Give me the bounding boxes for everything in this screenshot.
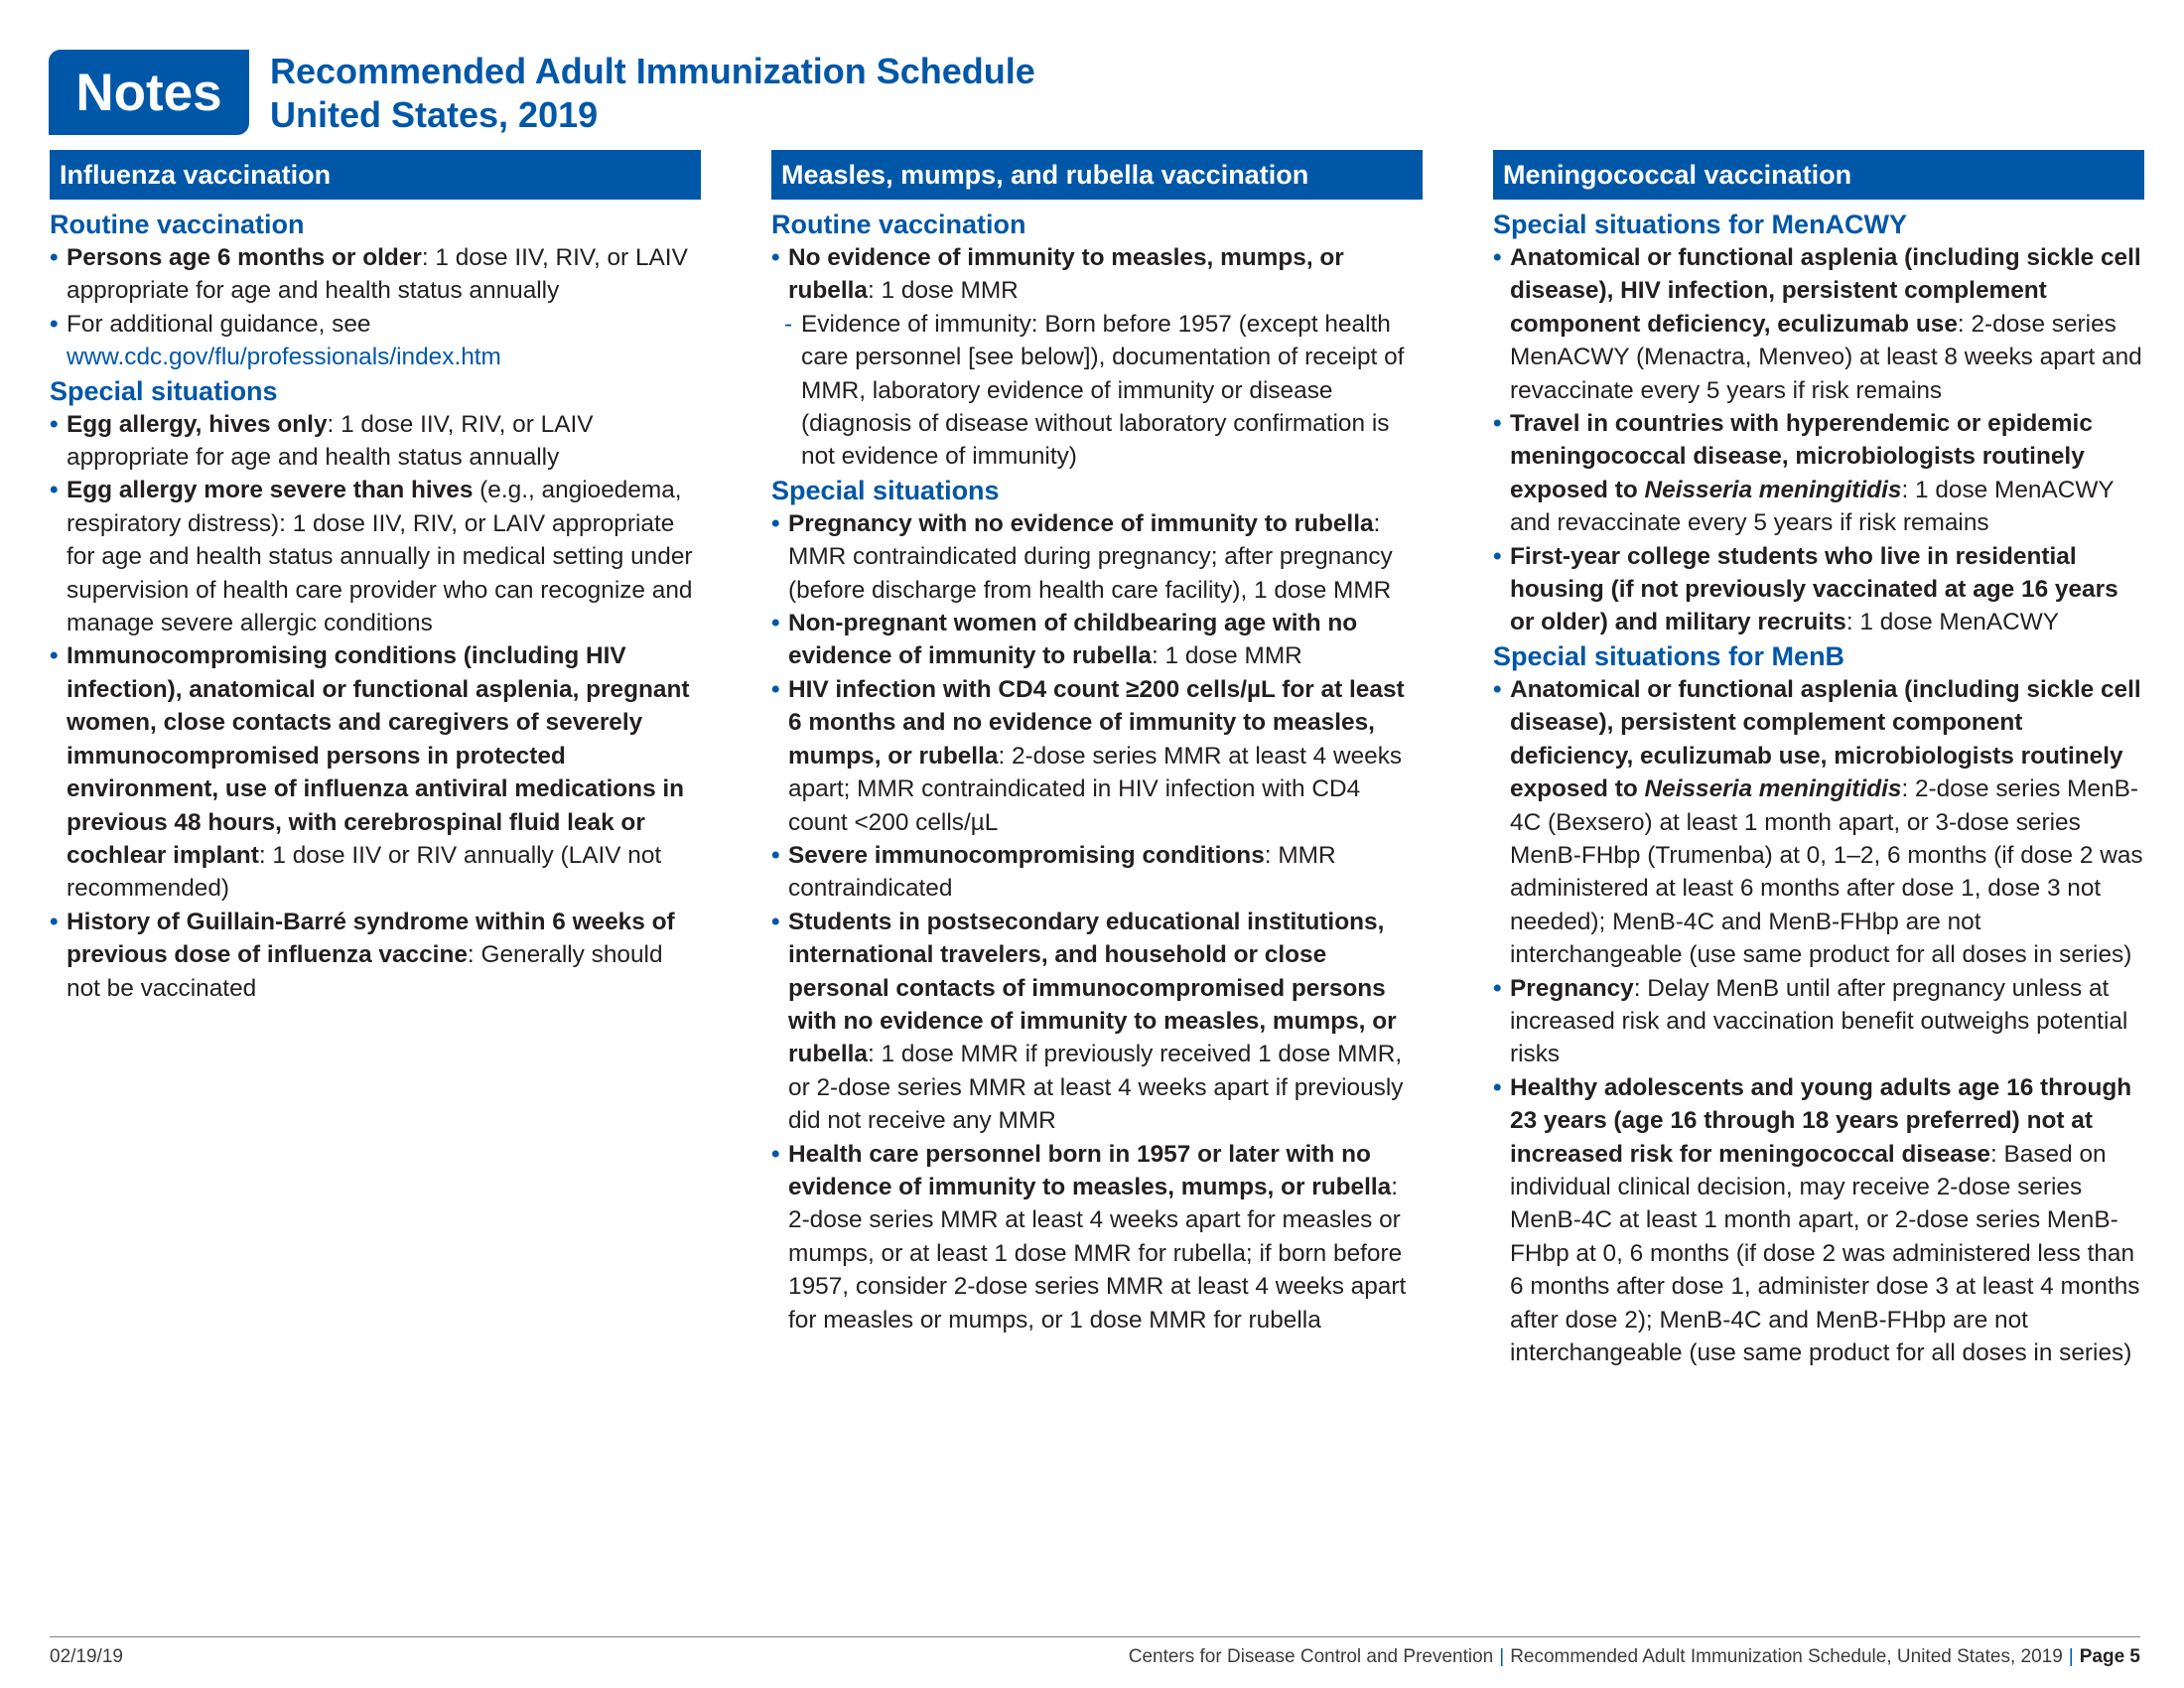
list-item: • No evidence of immunity to measles, mumps, or rubella: 1 dose MMR [771,241,1423,308]
mmr-column [771,150,1423,1336]
list-item: • Egg allergy more severe than hives (e.g., angioedema, respiratory distress): 1 dose IIV, RIV, or LAIV appropriate for age and health status annually in medical setting under supervision of health care provider who can recognize and manage severe allergic conditions [50,474,701,639]
page-footer [1129,1646,2140,1668]
list-item: • Students in postsecondary educational institutions, international travelers, and household or close personal contacts of immunocompromised persons with no evidence of immunity to measles, mumps, or rubella: 1 dose MMR if previously received 1 dose MMR, or 2-dose series MMR at least 4 weeks apart if previously did not receive any MMR [771,906,1423,1138]
footer-separator: | [2068,1646,2074,1667]
list-item: • Persons age 6 months or older: 1 dose IIV, RIV, or LAIV appropriate for age and health status annually [50,241,701,308]
footer-doc-title: Recommended Adult Immunization Schedule, United States, 2019 [1510,1646,2063,1667]
meningococcal-heading: Meningococcal vaccination [1493,150,2144,200]
cdc-flu-link[interactable]: www.cdc.gov/flu/professionals/index.htm [67,344,501,371]
list-item: • Travel in countries with hyperendemic or epidemic meningococcal disease, microbiologists routinely exposed to Neisseria meningitidis: 1 dose MenACWY and revaccinate every 5 years if risk remains [1493,407,2144,540]
routine-vaccination-heading: Routine vaccination [50,210,305,239]
special-situations-heading: Special situations [771,475,1000,505]
footer-date: 02/19/19 [50,1646,123,1667]
list-item: • For additional guidance, see www.cdc.gov/flu/professionals/index.htm [50,308,701,374]
list-item: • Health care personnel born in 1957 or later with no evidence of immunity to measles, mumps, or rubella: 2-dose series MMR at least 4 weeks apart for measles or mumps, or at least 1 dose MMR for rubella; if born before 1957, consider 2-dose series MMR at least 4 weeks apart for measles or mumps, or 1 dose MMR for rubella [771,1138,1423,1336]
title-line-1: Recommended Adult Immunization Schedule [270,51,1035,91]
page-number: Page 5 [2079,1646,2140,1667]
footer-separator: | [1499,1646,1505,1667]
list-item: • First-year college students who live in residential housing (if not previously vaccinated at age 16 years or older) and military recruits: 1 dose MenACWY [1493,540,2144,639]
list-item: • Immunocompromising conditions (including HIV infection), anatomical or functional asplenia, pregnant women, close contacts and caregivers of severely immunocompromised persons in protected environment, use of influenza antiviral medications in previous 48 hours, with cerebrospinal fluid leak or cochlear implant: 1 dose IIV or RIV annually (LAIV not recommended) [50,639,701,905]
list-item: • Anatomical or functional asplenia (including sickle cell disease), persistent complement component deficiency, eculizumab use, microbiologists routinely exposed to Neisseria meningitidis: 2-dose series MenB-4C (Bexsero) at least 1 month apart, or 3-dose series MenB-FHbp (Trumenba) at 0, 1–2, 6 months (if dose 2 was administered at least 6 months after dose 1, dose 3 not needed); MenB-4C and MenB-FHbp are not interchangeable (use same product for all doses in series) [1493,673,2144,972]
list-item: • Pregnancy with no evidence of immunity to rubella: MMR contraindicated during pregnancy; after pregnancy (before discharge from health care facility), 1 dose MMR [771,507,1423,607]
list-item: • Anatomical or functional asplenia (including sickle cell disease), HIV infection, persistent complement component deficiency, eculizumab use: 2-dose series MenACWY (Menactra, Menveo) at least 8 weeks apart and revaccinate every 5 years if risk remains [1493,241,2144,407]
footer-divider [50,1636,2140,1637]
title-line-2: United States, 2019 [270,94,599,135]
menacwy-heading: Special situations for MenACWY [1493,210,1908,239]
routine-vaccination-heading: Routine vaccination [771,210,1026,239]
influenza-heading: Influenza vaccination [50,150,701,200]
list-item: • Healthy adolescents and young adults age 16 through 23 years (age 16 through 18 years preferred) not at increased risk for meningococcal disease: Based on individual clinical decision, may receive 2-dose series MenB-4C at least 1 month apart, or 2-dose series MenB-FHbp at 0, 6 months (if dose 2 was administered less than 6 months after dose 1, administer dose 3 at least 4 months after dose 2); MenB-4C and MenB-FHbp are not interchangeable (use same product for all doses in series) [1493,1071,2144,1370]
meningococcal-column [1493,150,2144,1369]
mmr-heading: Measles, mumps, and rubella vaccination [771,150,1423,200]
list-item: • History of Guillain-Barré syndrome within 6 weeks of previous dose of influenza vaccine: Generally should not be vaccinated [50,906,701,1005]
list-item: • Severe immunocompromising conditions: MMR contraindicated [771,839,1423,906]
list-item: • Egg allergy, hives only: 1 dose IIV, RIV, or LAIV appropriate for age and health status annually [50,408,701,475]
notes-badge: Notes [49,50,249,135]
list-item: • Non-pregnant women of childbearing age with no evidence of immunity to rubella: 1 dose MMR [771,607,1423,673]
list-item: • Pregnancy: Delay MenB until after pregnancy unless at increased risk and vaccination benefit outweighs potential risks [1493,972,2144,1071]
footer-org: Centers for Disease Control and Prevention [1128,1646,1494,1667]
influenza-column [50,150,701,1005]
sub-list-item: - Evidence of immunity: Born before 1957 (except health care personnel [see below]), documentation of receipt of MMR, laboratory evidence of immunity or disease (diagnosis of disease without laboratory confirmation is not evidence of immunity) [771,308,1423,474]
special-situations-heading: Special situations [50,375,278,406]
page-title [270,50,1163,137]
list-item: • HIV infection with CD4 count ≥200 cells/µL for at least 6 months and no evidence of immunity to measles, mumps, or rubella: 2-dose series MMR at least 4 weeks apart; MMR contraindicated in HIV infection with CD4 count <200 cells/µL [771,673,1423,839]
menb-heading: Special situations for MenB [1493,640,1845,671]
